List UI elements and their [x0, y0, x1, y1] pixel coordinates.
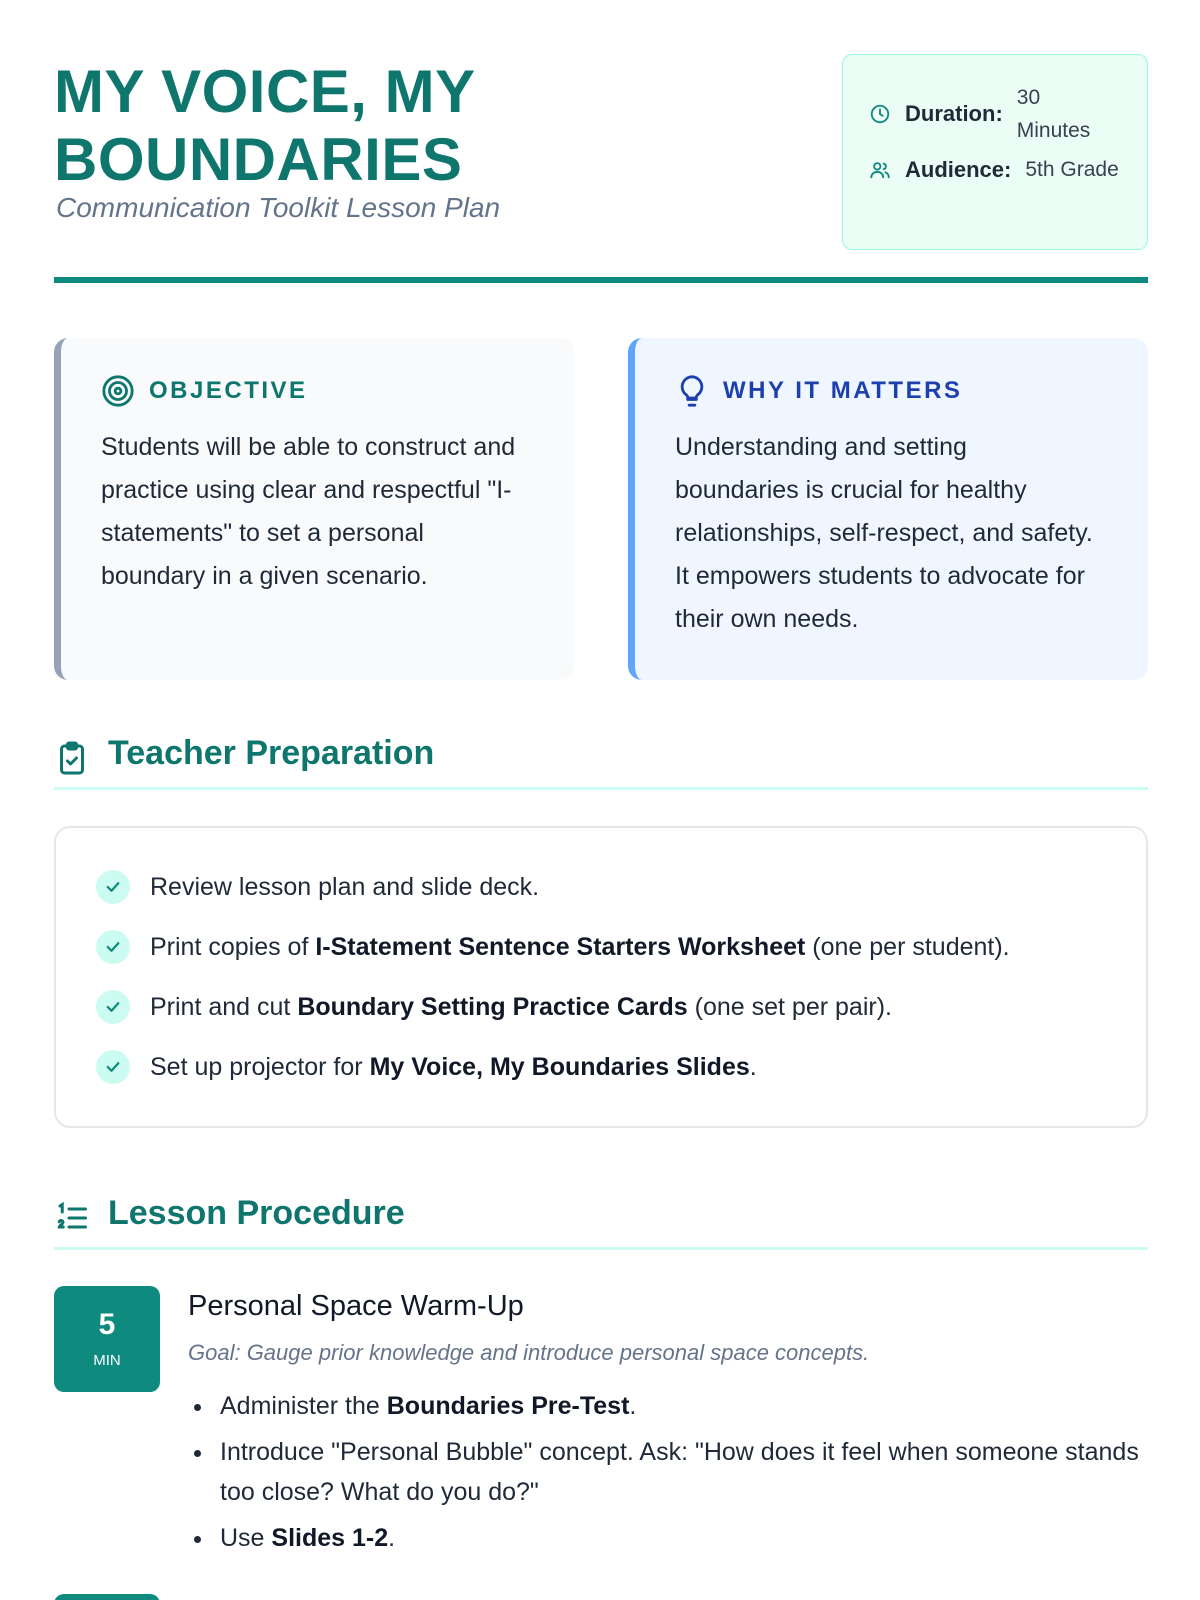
procedure-section-header: [54, 1190, 1148, 1250]
why-title: WHY IT MATTERS: [723, 377, 963, 404]
lesson-meta-box: [842, 54, 1148, 250]
procedure-title: Lesson Procedure: [108, 1194, 405, 1232]
audience-row: [869, 153, 1121, 186]
audience-label: Audience:: [905, 156, 1012, 182]
step-goal: Goal: Gauge prior knowledge and introduce personal space concepts.: [188, 1340, 870, 1365]
target-icon: [101, 374, 135, 408]
prep-item: Print and cut Boundary Setting Practice Cards (one set per pair).: [96, 990, 892, 1024]
why-text: Understanding and setting boundaries is crucial for healthy relationships, self-respect, and safety. It empowers students to advocate for their own needs.: [675, 433, 1093, 633]
list-item: Use Slides 1-2.: [188, 1518, 1148, 1558]
prep-item: Review lesson plan and slide deck.: [96, 870, 539, 904]
check-icon: [96, 870, 130, 904]
step-minutes: 5: [98, 1308, 116, 1341]
audience-value: 5th Grade: [1025, 158, 1119, 181]
check-icon: [96, 1050, 130, 1084]
check-icon: [96, 930, 130, 964]
numbered-list-icon: [54, 1200, 90, 1236]
step-duration-badge: [54, 1286, 160, 1392]
check-icon: [96, 990, 130, 1024]
page-title: MY VOICE, MY BOUNDARIES: [54, 58, 475, 193]
duration-value: 30 Minutes: [1016, 86, 1091, 142]
lightbulb-icon: [675, 374, 709, 408]
duration-label: Duration:: [905, 101, 1003, 126]
prep-item: Print copies of I-Statement Sentence Starters Worksheet (one per student).: [96, 930, 1010, 964]
clock-icon: [869, 103, 891, 125]
next-step-badge: [54, 1594, 160, 1600]
users-icon: [869, 159, 891, 181]
prep-section-header: [54, 730, 1148, 790]
objective-title: OBJECTIVE: [149, 377, 308, 404]
list-item: Introduce "Personal Bubble" concept. Ask: "How does it feel when someone stands too close? What do you do?": [188, 1432, 1148, 1512]
step-bullets: [188, 1386, 1148, 1564]
step-title: Personal Space Warm-Up: [188, 1290, 524, 1322]
header-divider: [54, 277, 1148, 283]
page-subtitle: Communication Toolkit Lesson Plan: [56, 192, 501, 223]
step-unit: MIN: [93, 1352, 121, 1369]
why-card: [628, 338, 1148, 680]
objective-text: Students will be able to construct and practice using clear and respectful "I-statements" to set a personal boundary in a given scenario.: [101, 433, 516, 590]
lesson-header: [54, 50, 1148, 286]
prep-checklist: [54, 826, 1148, 1128]
list-item: Administer the Boundaries Pre-Test.: [188, 1386, 1148, 1426]
prep-item: Set up projector for My Voice, My Boundaries Slides.: [96, 1050, 757, 1084]
prep-title: Teacher Preparation: [108, 734, 435, 772]
clipboard-check-icon: [54, 740, 90, 776]
duration-row: [869, 81, 1113, 147]
objective-card: [54, 338, 574, 680]
